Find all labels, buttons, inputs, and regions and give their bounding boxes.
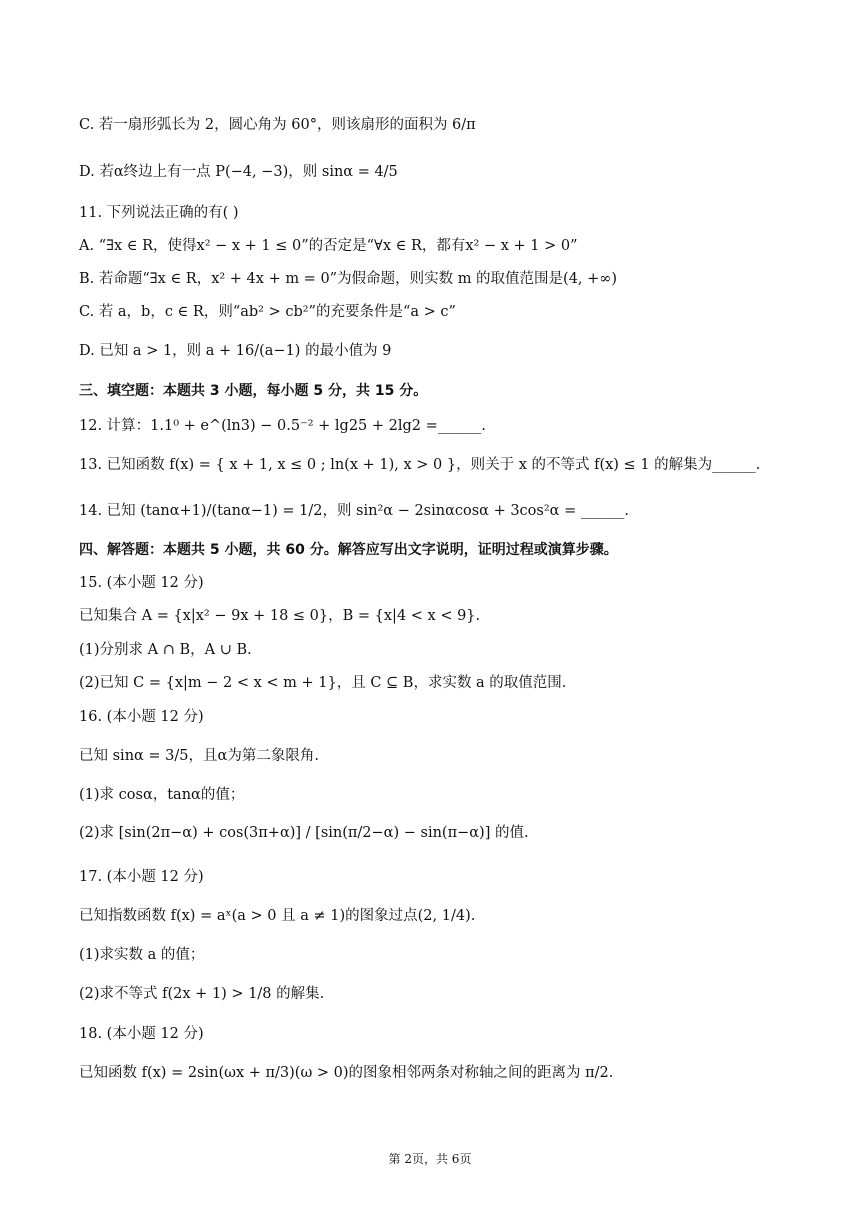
- section-4-heading: 四、解答题：本题共 5 小题，共 60 分。解答应写出文字说明，证明过程或演算步骤。: [79, 542, 618, 558]
- section-3-heading: 三、填空题：本题共 3 小题，每小题 5 分，共 15 分。: [79, 383, 428, 399]
- option-11b: B. 若命题“∃x ∈ R，x² + 4x + m = 0”为假命题，则实数 m 的取值范围是(4, +∞): [79, 271, 618, 287]
- question-16-part1: (1)求 cosα，tanα的值；: [79, 787, 245, 803]
- question-14: 14. 已知 (tanα+1)/(tanα−1) = 1/2，则 sin²α − 2sinαcosα + 3cos²α = ______.: [79, 503, 629, 519]
- option-11d: D. 已知 a > 1，则 a + 16/(a−1) 的最小值为 9: [79, 343, 392, 359]
- question-13: 13. 已知函数 f(x) = { x + 1, x ≤ 0 ; ln(x + 1), x > 0 }，则关于 x 的不等式 f(x) ≤ 1 的解集为______.: [79, 457, 761, 473]
- question-16-stem: 已知 sinα = 3/5，且α为第二象限角.: [79, 748, 319, 764]
- page-footer: 第 2页，共 6页: [388, 1152, 472, 1166]
- question-17-header: 17. (本小题 12 分): [79, 869, 204, 885]
- question-16-header: 16. (本小题 12 分): [79, 709, 204, 725]
- option-11c: C. 若 a，b，c ∈ R，则“ab² > cb²”的充要条件是“a > c”: [79, 304, 456, 320]
- question-12: 12. 计算：1.1⁰ + e^(ln3) − 0.5⁻² + lg25 + 2lg2 =______.: [79, 418, 486, 434]
- question-18-stem: 已知函数 f(x) = 2sin(ωx + π/3)(ω > 0)的图象相邻两条对称轴之间的距离为 π/2.: [79, 1065, 614, 1081]
- question-15-stem: 已知集合 A = {x|x² − 9x + 18 ≤ 0}，B = {x|4 < x < 9}.: [79, 608, 481, 624]
- option-10c: C. 若一扇形弧长为 2，圆心角为 60°，则该扇形的面积为 6/π: [79, 117, 476, 133]
- question-16-part2: (2)求 [sin(2π−α) + cos(3π+α)] / [sin(π/2−α) − sin(π−α)] 的值.: [79, 825, 529, 841]
- question-17-part2: (2)求不等式 f(2x + 1) > 1/8 的解集.: [79, 986, 325, 1002]
- question-15-part2: (2)已知 C = {x|m − 2 < x < m + 1}，且 C ⊆ B，求实数 a 的取值范围.: [79, 675, 567, 691]
- option-10d: D. 若α终边上有一点 P(−4, −3)，则 sinα = 4/5: [79, 164, 398, 180]
- option-11a: A. “∃x ∈ R，使得x² − x + 1 ≤ 0”的否定是“∀x ∈ R，都有x² − x + 1 > 0”: [79, 238, 578, 254]
- question-18-header: 18. (本小题 12 分): [79, 1026, 204, 1042]
- question-17-part1: (1)求实数 a 的值；: [79, 947, 205, 963]
- question-17-stem: 已知指数函数 f(x) = aˣ(a > 0 且 a ≠ 1)的图象过点(2, 1/4).: [79, 908, 476, 924]
- question-15-header: 15. (本小题 12 分): [79, 575, 204, 591]
- question-11: 11. 下列说法正确的有( ): [79, 205, 239, 221]
- question-15-part1: (1)分别求 A ∩ B，A ∪ B.: [79, 642, 252, 658]
